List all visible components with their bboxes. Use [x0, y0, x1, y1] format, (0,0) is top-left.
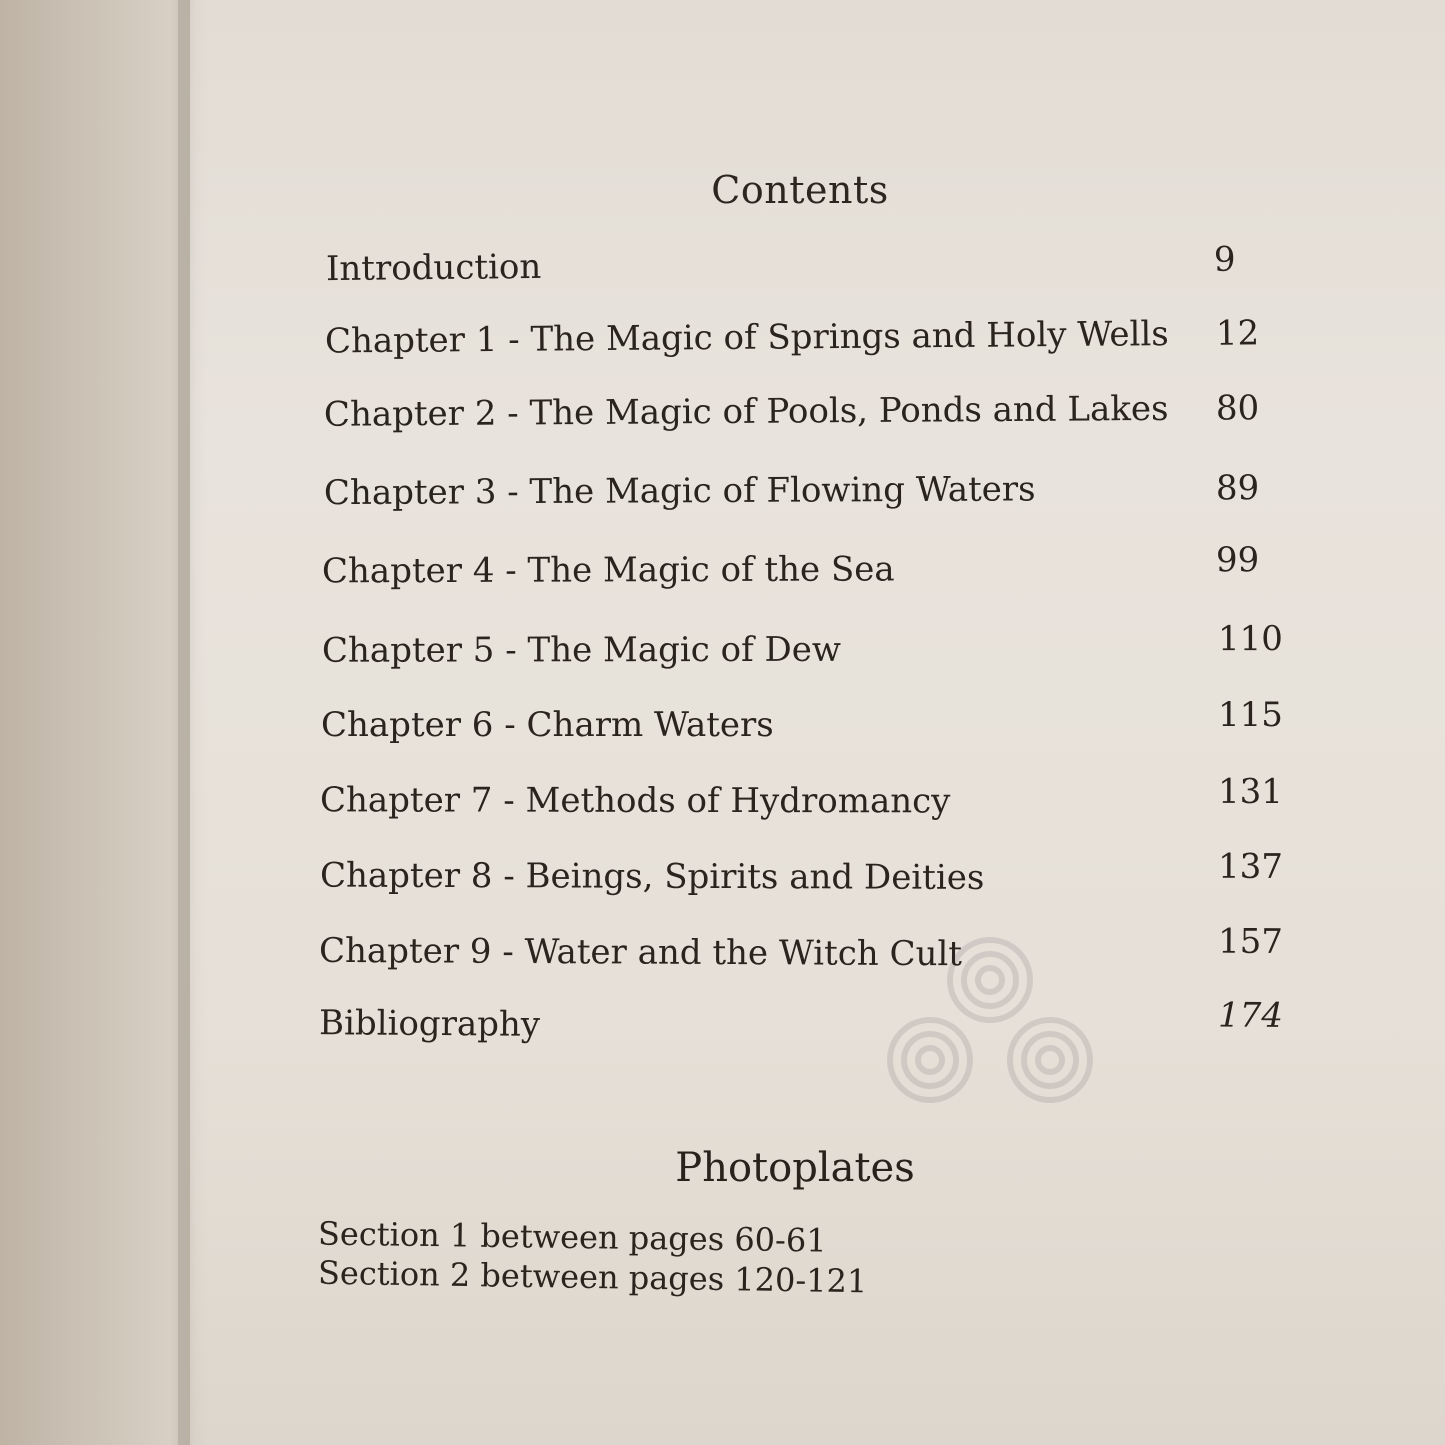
- toc-row-chapter-9: [0, 921, 1445, 987]
- toc-row-chapter-5: [0, 619, 1445, 682]
- photoplates-line-2: Section 2 between pages 120-121: [317, 1253, 868, 1301]
- toc-row-chapter-7: [0, 771, 1445, 833]
- toc-entry-title: Chapter 8 - Beings, Spirits and Deities: [319, 855, 985, 898]
- toc-entry-page: 80: [1215, 388, 1260, 429]
- toc-entry-page: 9: [1213, 239, 1236, 280]
- toc-entry-title: Chapter 5 - The Magic of Dew: [321, 629, 841, 671]
- toc-row-chapter-3: [0, 467, 1445, 525]
- toc-entry-title: Chapter 3 - The Magic of Flowing Waters: [323, 469, 1036, 514]
- toc-row-chapter-2: [0, 387, 1445, 447]
- toc-row-chapter-4: [0, 540, 1445, 602]
- toc-entry-page: 99: [1215, 540, 1260, 581]
- toc-entry-title: Chapter 2 - The Magic of Pools, Ponds and Lakes: [323, 388, 1169, 435]
- toc-entry-title: Chapter 9 - Water and the Witch Cult: [318, 930, 963, 975]
- contents-heading: Contents: [711, 168, 889, 212]
- toc-entry-page: 131: [1217, 771, 1283, 812]
- toc-entry-page: 110: [1217, 619, 1283, 660]
- toc-entry-title: Bibliography: [318, 1003, 541, 1045]
- toc-row-chapter-8: [0, 846, 1445, 909]
- toc-row-chapter-6: [0, 695, 1445, 755]
- photoplates-line-1: Section 1 between pages 60-61: [317, 1214, 827, 1260]
- photoplates-heading: Photoplates: [675, 1145, 915, 1191]
- toc-entry-title: Chapter 1 - The Magic of Springs and Holy Wells: [324, 314, 1169, 362]
- toc-entry-page: 157: [1217, 921, 1284, 962]
- toc-entry-title: Chapter 6 - Charm Waters: [321, 705, 774, 745]
- toc-entry-title: Introduction: [325, 246, 542, 290]
- toc-entry-page: 174: [1217, 995, 1284, 1036]
- toc-entry-page: 137: [1217, 846, 1284, 887]
- toc-entry-page: 115: [1218, 695, 1283, 735]
- toc-entry-page: 12: [1215, 313, 1260, 354]
- toc-entry-page: 89: [1215, 468, 1260, 509]
- toc-entry-title: Chapter 7 - Methods of Hydromancy: [319, 780, 951, 822]
- toc-entry-title: Chapter 4 - The Magic of the Sea: [321, 549, 895, 592]
- toc-row-bibliography: [0, 995, 1445, 1061]
